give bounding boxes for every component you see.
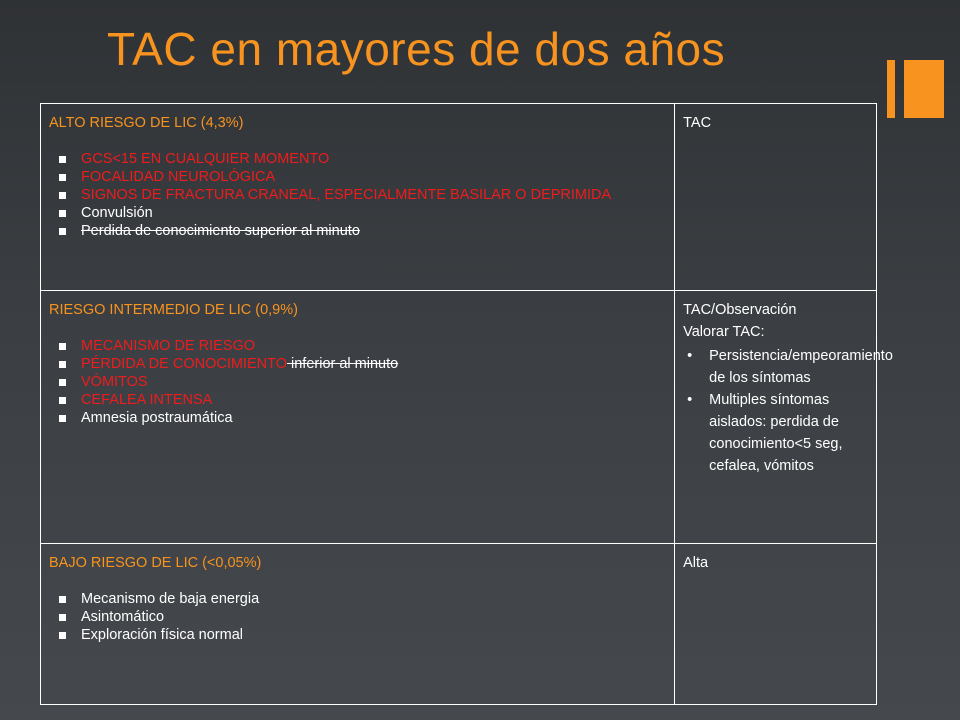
list-item: Asintomático — [59, 608, 666, 626]
high-risk-list — [49, 150, 666, 240]
list-item: Perdida de conocimiento superior al minuto — [59, 222, 666, 240]
list-item: VÓMITOS — [59, 373, 666, 391]
intermediate-risk-action-cell — [675, 290, 893, 544]
high-risk-heading: ALTO RIESGO DE LIC (4,3%) — [49, 115, 244, 131]
low-risk-criteria-cell — [41, 544, 675, 705]
list-item: Amnesia postraumática — [59, 409, 666, 427]
table-row-high-risk — [41, 104, 877, 291]
low-risk-action: Alta — [683, 555, 709, 572]
list-item: Exploración física normal — [59, 626, 666, 644]
intermediate-risk-heading: RIESGO INTERMEDIO DE LIC (0,9%) — [49, 301, 298, 318]
slide-title: TAC en mayores de dos años — [107, 23, 726, 75]
list-item: SIGNOS DE FRACTURA CRANEAL, ESPECIALMENTE BASILAR O DEPRIMIDA — [59, 186, 666, 204]
intermediate-risk-criteria-cell — [41, 290, 675, 544]
table-row-low-risk — [41, 544, 877, 705]
accent-bar-thick — [904, 60, 944, 118]
intermediate-risk-action-sub: Valorar TAC: — [683, 323, 765, 340]
intermediate-risk-list — [49, 337, 666, 427]
list-item: • Persistencia/empeoramiento de los síntomas — [683, 345, 868, 389]
list-item: MECANISMO DE RIESGO — [59, 337, 666, 355]
intermediate-risk-action-list — [683, 345, 893, 477]
table-row-intermediate-risk — [41, 290, 877, 544]
accent-bar-thin — [887, 60, 895, 118]
list-item — [59, 355, 666, 373]
list-item: • Multiples síntomas aislados: perdida de conocimiento<5 seg, cefalea, vómitos — [683, 389, 868, 477]
high-risk-criteria-cell — [41, 104, 675, 291]
list-item: Convulsión — [59, 204, 666, 222]
intermediate-risk-action: TAC/Observación — [683, 301, 797, 318]
low-risk-action-cell — [675, 544, 877, 705]
list-item: FOCALIDAD NEUROLÓGICA — [59, 168, 666, 186]
list-item-text: PÉRDIDA DE CONOCIMIENTO — [81, 355, 287, 372]
list-item: CEFALEA INTENSA — [59, 391, 666, 409]
low-risk-heading: BAJO RIESGO DE LIC (<0,05%) — [49, 555, 262, 572]
list-item: GCS<15 EN CUALQUIER MOMENTO — [59, 150, 666, 168]
risk-table — [40, 103, 893, 705]
list-item-suffix: inferior al minuto — [286, 355, 399, 372]
list-item: Mecanismo de baja energia — [59, 590, 666, 608]
low-risk-list — [49, 590, 666, 644]
high-risk-action-cell — [675, 104, 877, 291]
high-risk-action: TAC — [683, 115, 712, 131]
